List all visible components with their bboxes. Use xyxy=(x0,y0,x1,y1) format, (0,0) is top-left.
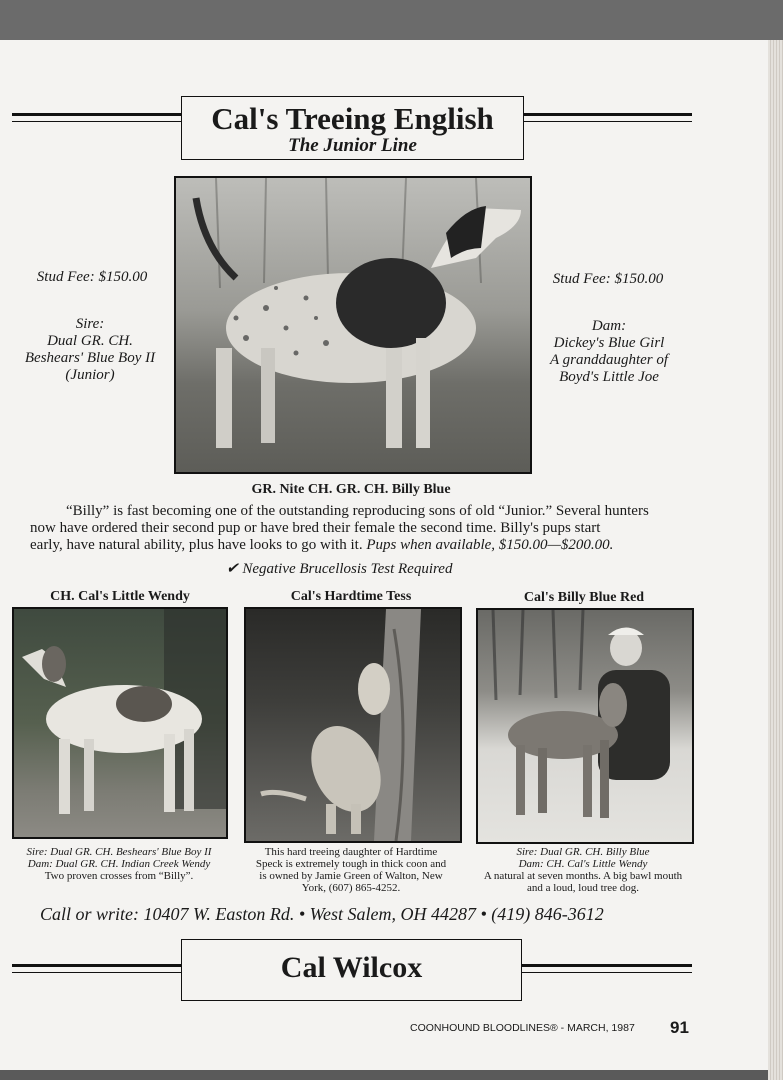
description-line: now have ordered their second pup or have bred their female the second time. Billy's pups start xyxy=(30,520,601,536)
dog-2-description-line: York, (607) 865-4252. xyxy=(301,882,401,894)
page-number: 91 xyxy=(670,1018,689,1037)
ad-title: Cal's Treeing English xyxy=(211,101,494,136)
dog-3-sire: Sire: Dual GR. CH. Billy Blue xyxy=(516,846,650,858)
check-icon: ✔ xyxy=(226,561,239,577)
dog-3-note: A natural at seven months. A big bawl mouth xyxy=(483,870,683,882)
header-rule-left xyxy=(12,113,182,116)
footer-rule-right-thin xyxy=(522,972,692,973)
dam-line: Boyd's Little Joe xyxy=(559,369,659,385)
dam-line: A granddaughter of xyxy=(549,352,669,368)
main-dog-caption: GR. Nite CH. GR. CH. Billy Blue xyxy=(251,482,451,497)
dog-2-description-line: is owned by Jamie Green of Walton, New xyxy=(259,870,443,882)
footer-rule-right xyxy=(522,964,692,967)
dog-3-name: Cal's Billy Blue Red xyxy=(523,590,645,605)
dog-3-dam: Dam: CH. Cal's Little Wendy xyxy=(518,858,648,870)
right-stud-fee: Stud Fee: $150.00 xyxy=(552,271,664,287)
dog-2-name: Cal's Hardtime Tess xyxy=(290,589,412,604)
contact-line: Call or write: 10407 W. Easton Rd. • West Salem, OH 44287 • (419) 846-3612 xyxy=(40,904,604,924)
brucellosis-note xyxy=(226,559,526,578)
ad-subtitle: The Junior Line xyxy=(288,135,417,156)
sire-block xyxy=(10,316,170,384)
pup-price: Pups when available, $150.00—$200.00. xyxy=(366,537,614,553)
dog-2-photo xyxy=(244,607,462,843)
header-rule-right xyxy=(524,113,692,116)
title-box xyxy=(181,96,524,160)
sire-line: Beshears' Blue Boy II xyxy=(24,350,156,366)
dam-label: Dam: xyxy=(591,318,627,334)
footer-rule-left xyxy=(12,964,182,967)
dog-1-sire: Sire: Dual GR. CH. Beshears' Blue Boy II xyxy=(26,846,212,858)
left-stud-fee: Stud Fee: $150.00 xyxy=(36,269,148,285)
main-dog-photo xyxy=(174,176,532,474)
dog-1-name: CH. Cal's Little Wendy xyxy=(50,589,190,604)
hunter-with-redbone-illustration xyxy=(478,610,692,842)
owner-name: Cal Wilcox xyxy=(280,951,423,984)
header-rule-left-thin xyxy=(12,121,182,122)
dam-line: Dickey's Blue Girl xyxy=(553,335,665,351)
owner-box xyxy=(181,939,522,1001)
bluetick-hound-illustration xyxy=(176,178,530,472)
dog-1-photo xyxy=(12,607,228,839)
dog-2-description-line: This hard treeing daughter of Hardtime xyxy=(264,846,438,858)
description-text: early, have natural ability, plus have looks to go with it. xyxy=(30,537,367,553)
dog-3-photo xyxy=(476,608,694,844)
sire-label: Sire: xyxy=(75,316,105,332)
dog-2-description-line: Speck is extremely tough in thick coon and xyxy=(255,858,447,870)
sire-line: Dual GR. CH. xyxy=(47,333,133,349)
publication-footer: COONHOUND BLOODLINES® - MARCH, 1987 xyxy=(410,1022,635,1034)
dog-1-note: Two proven crosses from “Billy”. xyxy=(44,870,194,882)
treeing-hound-illustration xyxy=(246,609,460,841)
dog-3-note: and a loud, loud tree dog. xyxy=(526,882,640,894)
english-hound-illustration xyxy=(14,609,226,837)
description-line: “Billy” is fast becoming one of the outstanding reproducing sons of old “Junior.” Several hunters xyxy=(66,503,649,519)
description-line-3 xyxy=(30,537,678,554)
brucellosis-text: Negative Brucellosis Test Required xyxy=(242,561,453,577)
footer-rule-left-thin xyxy=(12,972,182,973)
dam-block xyxy=(534,318,684,386)
page-edges xyxy=(768,40,783,1080)
header-rule-right-thin xyxy=(524,121,692,122)
description-paragraph xyxy=(30,503,678,554)
sire-line: (Junior) xyxy=(65,367,115,383)
dog-1-dam: Dam: Dual GR. CH. Indian Creek Wendy xyxy=(27,858,211,870)
scan-background-top xyxy=(0,0,783,40)
